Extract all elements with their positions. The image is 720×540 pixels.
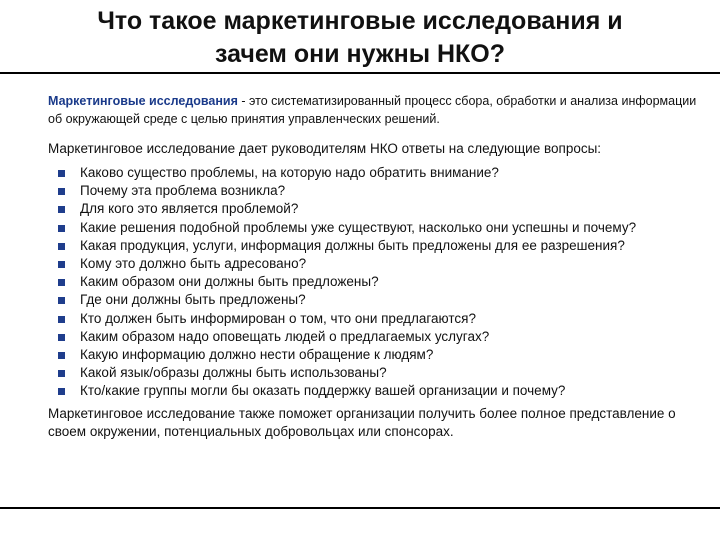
question-text: Какой язык/образы должны быть использованы? bbox=[80, 365, 387, 381]
questions-list bbox=[58, 164, 718, 401]
square-bullet-icon bbox=[58, 261, 65, 268]
question-text: Для кого это является проблемой? bbox=[80, 201, 299, 217]
list-item bbox=[58, 310, 718, 328]
list-item bbox=[58, 382, 718, 400]
question-text: Кто должен быть информирован о том, что они предлагаются? bbox=[80, 310, 476, 326]
list-item bbox=[58, 273, 718, 291]
question-text: Какая продукция, услуги, информация должны быть предложены для ее разрешения? bbox=[80, 237, 625, 253]
square-bullet-icon bbox=[58, 370, 65, 377]
square-bullet-icon bbox=[58, 316, 65, 323]
list-item bbox=[58, 237, 718, 255]
square-bullet-icon bbox=[58, 188, 65, 195]
slide-title-line-2: зачем они нужны НКО? bbox=[214, 40, 506, 68]
square-bullet-icon bbox=[58, 334, 65, 341]
square-bullet-icon bbox=[58, 297, 65, 304]
square-bullet-icon bbox=[58, 388, 65, 395]
list-item bbox=[58, 219, 718, 237]
list-item bbox=[58, 200, 718, 218]
list-item bbox=[58, 164, 718, 182]
question-text: Какую информацию должно нести обращение к людям? bbox=[80, 347, 434, 363]
definition-paragraph bbox=[48, 92, 708, 128]
square-bullet-icon bbox=[58, 352, 65, 359]
top-divider bbox=[0, 72, 720, 74]
list-item bbox=[58, 255, 718, 273]
square-bullet-icon bbox=[58, 225, 65, 232]
question-text: Кому это должно быть адресовано? bbox=[80, 256, 307, 272]
square-bullet-icon bbox=[58, 170, 65, 177]
question-text: Кто/какие группы могли бы оказать поддержку вашей организации и почему? bbox=[80, 383, 566, 399]
question-text: Каково существо проблемы, на которую надо обратить внимание? bbox=[80, 165, 499, 180]
list-item bbox=[58, 346, 718, 364]
intro-text: Маркетинговое исследование дает руководителям НКО ответы на следующие вопросы: bbox=[48, 141, 602, 156]
definition-text: - это систематизированный процесс сбора, обработки и анализа информации об окружающей среде с целью принятия управленческих решений. bbox=[48, 94, 697, 126]
list-item bbox=[58, 328, 718, 346]
list-item bbox=[58, 291, 718, 309]
bottom-divider bbox=[0, 507, 720, 509]
question-text: Каким образом они должны быть предложены? bbox=[80, 274, 379, 290]
closing-paragraph: Маркетинговое исследование также поможет организации получить более полное представление о своем окружении, потенциальных добровольцах или спонсорах. bbox=[48, 406, 676, 439]
question-text: Какие решения подобной проблемы уже существуют, насколько они успешны и почему? bbox=[80, 219, 637, 235]
square-bullet-icon bbox=[58, 206, 65, 213]
list-item bbox=[58, 182, 718, 200]
square-bullet-icon bbox=[58, 243, 65, 250]
square-bullet-icon bbox=[58, 279, 65, 286]
question-text: Почему эта проблема возникла? bbox=[80, 183, 286, 199]
question-text: Каким образом надо оповещать людей о предлагаемых услугах? bbox=[80, 328, 490, 344]
slide-title-line-1: Что такое маркетинговые исследования и bbox=[97, 7, 623, 35]
question-text: Где они должны быть предложены? bbox=[80, 292, 306, 308]
definition-term: Маркетинговые исследования bbox=[48, 94, 238, 108]
slide-title bbox=[0, 5, 720, 71]
list-item bbox=[58, 364, 718, 382]
